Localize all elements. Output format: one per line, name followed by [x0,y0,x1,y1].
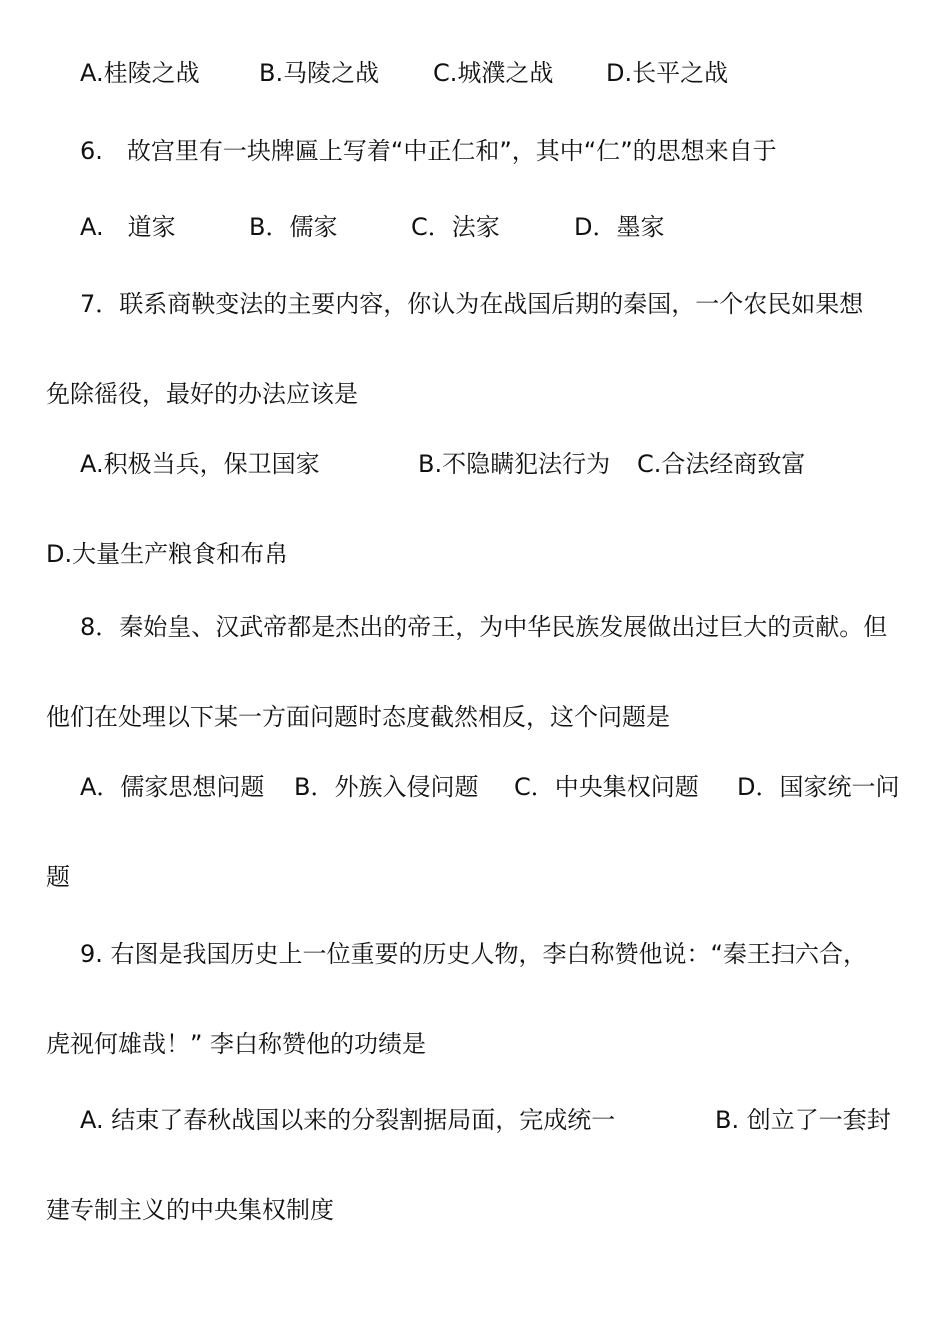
question-8-stem-line2: 他们在处理以下某一方面问题时态度截然相反，这个问题是 [46,703,670,731]
question-9-stem-line2: 虎视何雄哉！” 李白称赞他的功绩是 [46,1030,427,1058]
option-b: B.马陵之战 [259,59,380,87]
option-d: D．墨家 [574,213,665,241]
option-b: B.不隐瞒犯法行为 [418,450,611,478]
option-c: C.城濮之战 [433,59,554,87]
option-c: C．中央集权问题 [514,773,699,801]
option-a: A.积极当兵，保卫国家 [80,450,320,478]
question-9-option-b-wrap: 建专制主义的中央集权制度 [46,1196,334,1224]
question-6-stem: 6. 故宫里有一块牌匾上写着“中正仁和”，其中“仁”的思想来自于 [80,137,777,165]
option-c: C．法家 [411,213,500,241]
question-7-stem-line1: 7．联系商鞅变法的主要内容，你认为在战国后期的秦国，一个农民如果想 [80,290,864,318]
question-7-stem-line2: 免除徭役，最好的办法应该是 [46,380,358,408]
option-b: B．儒家 [249,213,338,241]
option-b: B．外族入侵问题 [294,773,479,801]
option-d: D．国家统一问 [737,773,900,801]
option-c: C.合法经商致富 [637,450,806,478]
option-b: B. 创立了一套封 [715,1106,891,1134]
option-a: A. 结束了春秋战国以来的分裂割据局面，完成统一 [80,1106,616,1134]
option-a: A. 道家 [80,213,176,241]
option-a: A．儒家思想问题 [80,773,265,801]
question-8-option-d-wrap: 题 [46,863,70,891]
question-9-stem-line1: 9. 右图是我国历史上一位重要的历史人物，李白称赞他说：“秦王扫六合， [80,940,867,968]
question-8-stem-line1: 8．秦始皇、汉武帝都是杰出的帝王，为中华民族发展做出过巨大的贡献。但 [80,613,888,641]
option-a: A.桂陵之战 [80,59,200,87]
question-7-option-d: D.大量生产粮食和布帛 [46,540,289,568]
option-d: D.长平之战 [606,59,729,87]
